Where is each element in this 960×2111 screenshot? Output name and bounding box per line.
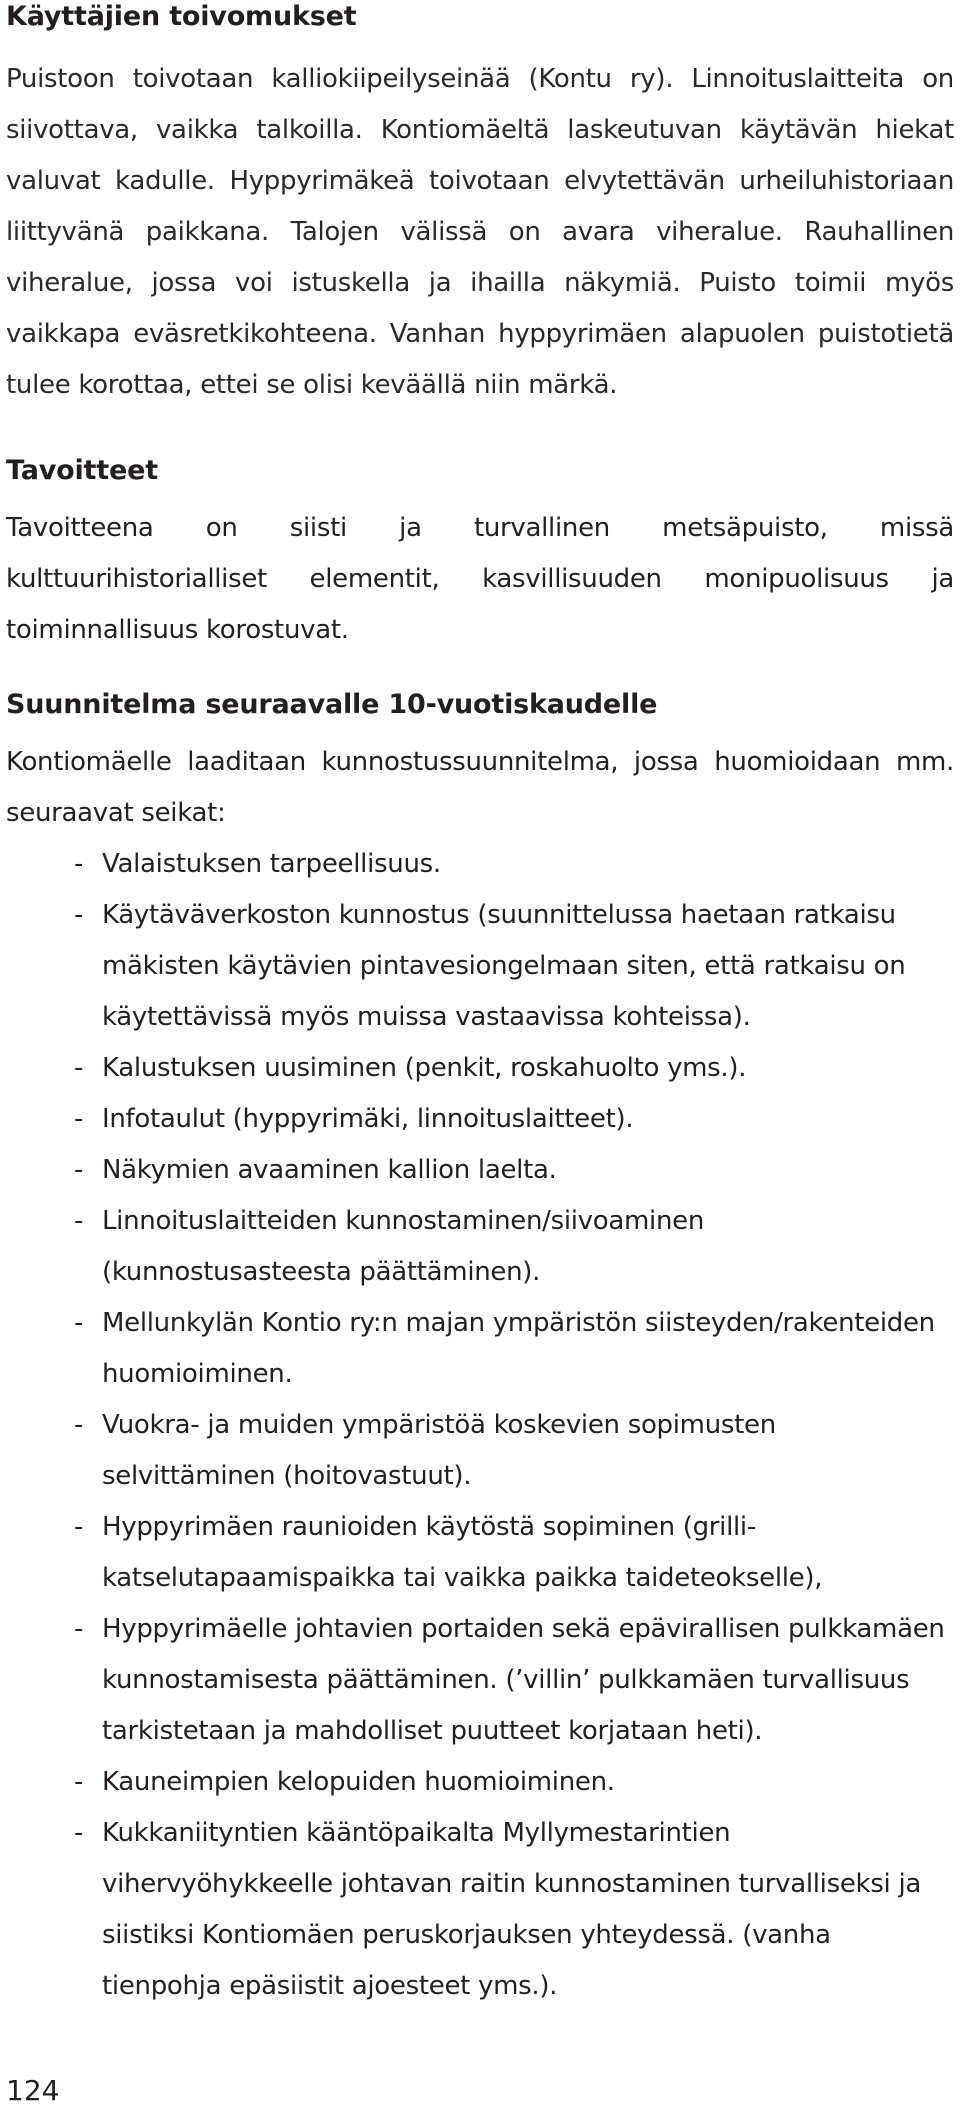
list-dash: - [74, 1818, 84, 1848]
paragraph-goals: Tavoitteena on siisti ja turvallinen metsäpuisto, missä kulttuurihistorialliset elementit, kasvillisuuden monipuolisuus ja toiminnallisuus korostuvat. [6, 513, 954, 645]
list-item [6, 1298, 954, 1400]
list-item-text: Kukkaniityntien kääntöpaikalta Myllymestarintien vihervyöhykkeelle johtavan raitin kunnostaminen turvalliseksi ja siistiksi Kontiomäen peruskorjauksen yhteydessä. (vanha tienpohja epäsiistit ajoesteet yms.). [102, 1818, 921, 2001]
list-item-text: Hyppyrimäelle johtavien portaiden sekä epävirallisen pulkkamäen kunnostamisesta päättäminen. (’villin’ pulkkamäen turvallisuus tarkistetaan ja mahdolliset puutteet korjataan heti). [102, 1614, 945, 1746]
list-item-text: Näkymien avaaminen kallion laelta. [102, 1155, 557, 1185]
list-dash: - [74, 1410, 84, 1440]
list-item [6, 1502, 954, 1604]
list-item [6, 1400, 954, 1502]
list-dash: - [74, 1308, 84, 1338]
paragraph-plan-intro: Kontiomäelle laaditaan kunnostussuunnitelma, jossa huomioidaan mm. seuraavat seikat: [6, 747, 954, 828]
list-item-text: Mellunkylän Kontio ry:n majan ympäristön siisteyden/rakenteiden huomioiminen. [102, 1308, 935, 1389]
list-item [6, 1757, 954, 1808]
list-dash: - [74, 1206, 84, 1236]
list-dash: - [74, 900, 84, 930]
list-item-text: Linnoituslaitteiden kunnostaminen/siivoaminen (kunnostusasteesta päättäminen). [102, 1206, 705, 1287]
plan-list [6, 839, 954, 2012]
list-item [6, 1043, 954, 1094]
list-dash: - [74, 1053, 84, 1083]
list-dash: - [74, 1512, 84, 1542]
list-item-text: Kauneimpien kelopuiden huomioiminen. [102, 1767, 615, 1797]
list-item-text: Valaistuksen tarpeellisuus. [102, 849, 441, 879]
list-item-text: Infotaulut (hyppyrimäki, linnoituslaitteet). [102, 1104, 634, 1134]
list-item [6, 1604, 954, 1757]
list-item [6, 1808, 954, 2012]
list-item-text: Kalustuksen uusiminen (penkit, roskahuolto yms.). [102, 1053, 747, 1083]
list-item [6, 1145, 954, 1196]
list-item [6, 1094, 954, 1145]
list-item-text: Käytäväverkoston kunnostus (suunnittelussa haetaan ratkaisu mäkisten käytävien pintavesiongelmaan siten, että ratkaisu on käytettävissä myös muissa vastaavissa kohteissa). [102, 900, 906, 1032]
heading-goals: Tavoitteet [6, 455, 158, 486]
list-dash: - [74, 849, 84, 879]
list-dash: - [74, 1104, 84, 1134]
page-number: 124 [6, 2074, 60, 2107]
list-dash: - [74, 1767, 84, 1797]
list-item [6, 1196, 954, 1298]
paragraph-user-wishes: Puistoon toivotaan kalliokiipeilyseinää (Kontu ry). Linnoituslaitteita on siivottava, vaikka talkoilla. Kontiomäeltä laskeutuvan käytävän hiekat valuvat kadulle. Hyppyrimäkeä toivotaan elvytettävän urheiluhistoriaan liittyvänä paikkana. Talojen välissä on avara viheralue. Rauhallinen viheralue, jossa voi istuskella ja ihailla näkymiä. Puisto toimii myös vaikkapa eväsretkikohteena. Vanhan hyppyrimäen alapuolen puistotietä tulee korottaa, ettei se olisi keväällä niin märkä. [6, 64, 954, 400]
list-dash: - [74, 1614, 84, 1644]
list-item [6, 839, 954, 890]
document-page [6, 0, 954, 2012]
list-dash: - [74, 1155, 84, 1185]
heading-plan: Suunnitelma seuraavalle 10-vuotiskaudelle [6, 689, 658, 720]
list-item-text: Hyppyrimäen raunioiden käytöstä sopiminen (grilli- katselutapaamispaikka tai vaikka paikka taideteokselle), [102, 1512, 823, 1593]
heading-user-wishes: Käyttäjien toivomukset [6, 1, 357, 32]
list-item [6, 890, 954, 1043]
list-item-text: Vuokra- ja muiden ympäristöä koskevien sopimusten selvittäminen (hoitovastuut). [102, 1410, 776, 1491]
